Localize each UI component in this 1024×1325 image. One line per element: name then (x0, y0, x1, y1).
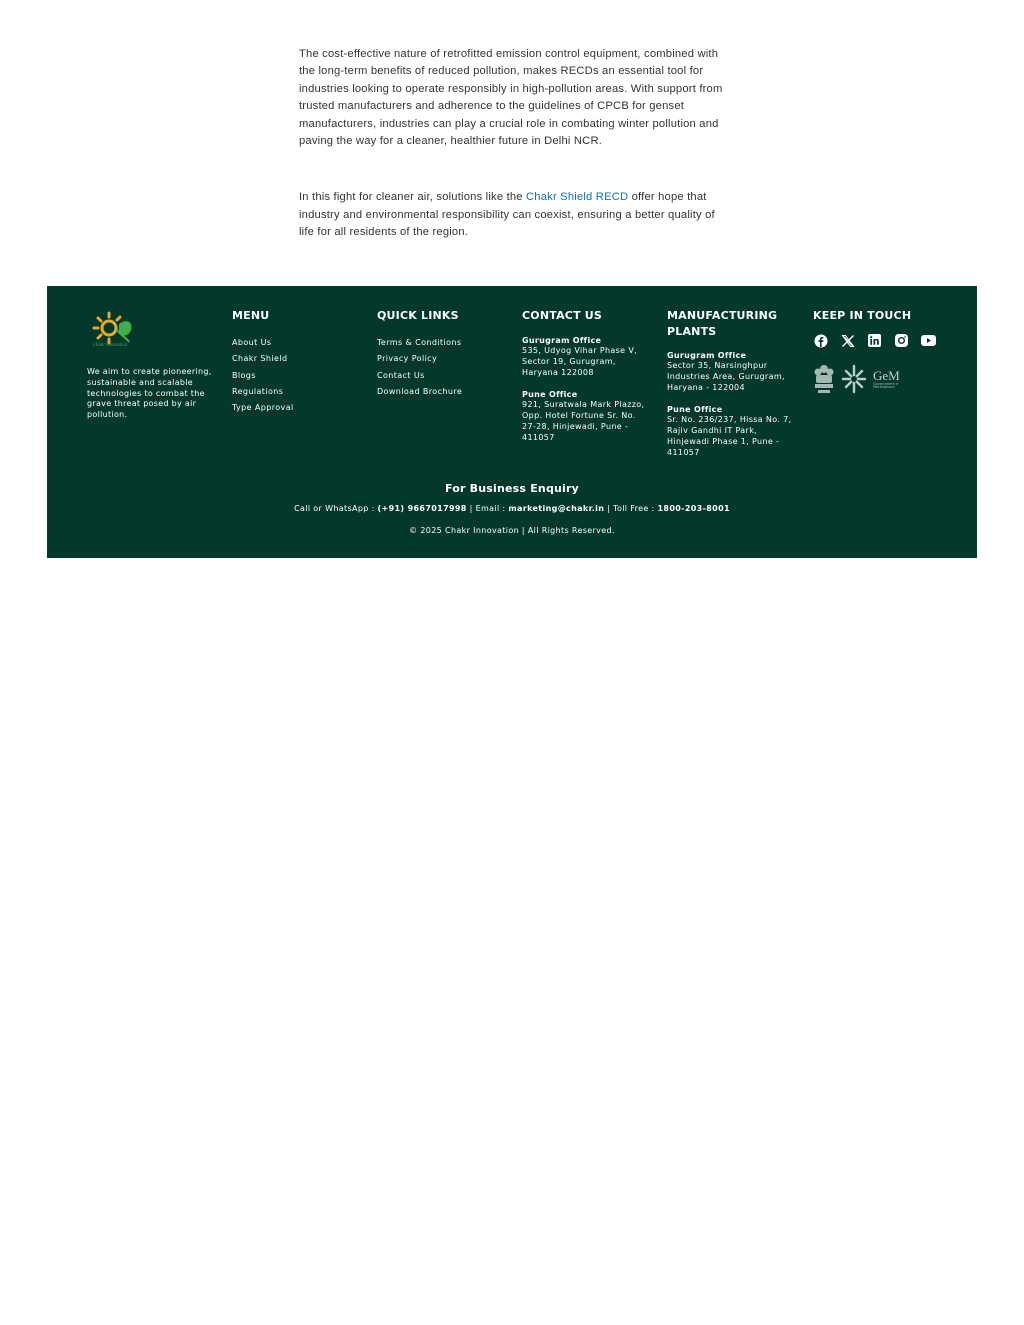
toll-free-label: | Toll Free : (604, 504, 658, 513)
paragraph-text: In this fight for cleaner air, solutions like the (299, 191, 527, 204)
business-enquiry-heading: For Business Enquiry (444, 482, 580, 495)
footer-tagline: We aim to create pioneering, sustainable and scalable technologies to combat the grave threat posed by air pollution. (87, 367, 212, 420)
gem-star-logo-icon (839, 362, 869, 396)
facebook-icon[interactable] (813, 333, 828, 348)
linkedin-icon[interactable] (867, 333, 882, 348)
quick-link-privacy[interactable]: Privacy Policy (377, 354, 438, 364)
youtube-icon[interactable] (921, 333, 936, 348)
plant-name: Pune Office (667, 405, 723, 415)
menu-link-blogs[interactable]: Blogs (232, 370, 256, 380)
call-label: Call or WhatsApp : (294, 504, 378, 513)
copyright-text: © 2025 Chakr Innovation | All Rights Reserved. (409, 526, 615, 535)
email-link[interactable]: marketing@chakr.in (508, 504, 605, 513)
footer-contact (522, 308, 652, 444)
email-label: | Email : (466, 504, 509, 513)
gem-badge (873, 369, 905, 390)
office-name: Gurugram Office (522, 336, 602, 345)
footer-brand (87, 308, 215, 421)
national-emblem-icon (813, 362, 835, 396)
gem-text: GeM (873, 367, 900, 383)
quick-link-brochure[interactable]: Download Brochure (377, 386, 463, 396)
instagram-icon[interactable] (894, 333, 909, 348)
office-name: Pune Office (522, 390, 578, 400)
business-contact-line (47, 504, 977, 513)
menu-link-type-approval[interactable]: Type Approval (232, 403, 294, 413)
menu-heading: MENU (232, 309, 270, 322)
quick-links-heading: QUICK LINKS (377, 309, 459, 322)
keep-in-touch-heading: KEEP IN TOUCH (813, 309, 912, 322)
plant-address: Sr. No. 236/237, Hissa No. 7, Rajiv Gandhi IT Park, Hinjewadi Phase 1, Pune - 411057 (667, 415, 792, 457)
site-footer (47, 286, 977, 558)
chakr-logo[interactable] (89, 308, 137, 352)
article-body (299, 46, 729, 242)
menu-link-regulations[interactable]: Regulations (232, 386, 284, 396)
footer-quick-links (377, 308, 462, 400)
social-icons (813, 333, 963, 348)
article-paragraph (299, 189, 729, 241)
office-address: 535, Udyog Vihar Phase V, Sector 19, Gurugram, Haryana 122008 (522, 346, 638, 377)
article-paragraph: The cost-effective nature of retrofitted emission control equipment, combined with the long-term benefits of reduced pollution, makes RECDs an essential tool for industries looking to operate responsibly in high-pollution areas. With support from trusted manufacturers and adherence to the guidelines of CPCB for genset manufacturers, industries can play a crucial role in combating winter pollution and paving the way for a cleaner, healthier future in Delhi NCR. (299, 48, 723, 148)
government-badges (813, 362, 963, 396)
plant-name: Gurugram Office (667, 351, 747, 360)
gem-subtext: Government e Marketplace (873, 381, 899, 389)
menu-link-chakr-shield[interactable]: Chakr Shield (232, 354, 288, 364)
quick-link-terms[interactable]: Terms & Conditions (377, 338, 462, 347)
chakr-shield-recd-link[interactable]: Chakr Shield RECD (526, 191, 629, 204)
plants-heading: MANUFACTURING PLANTS (667, 309, 778, 338)
paragraph-text: offer hope that industry and environmental responsibility can coexist, ensuring a better quality of life for all residents of the region. (299, 191, 715, 239)
office-address: 921, Suratwala Mark Plazzo, Opp. Hotel Fortune Sr. No. 27-28, Hinjewadi, Pune - 411057 (522, 400, 645, 442)
plant-address: Sector 35, Narsinghpur Industries Area, Gurugram, Haryana - 122004 (667, 361, 785, 392)
phone-number-link[interactable]: (+91) 9667017998 (377, 504, 467, 513)
contact-heading: CONTACT US (522, 309, 603, 322)
footer-plants (667, 308, 792, 459)
footer-menu (232, 308, 294, 416)
toll-free-number[interactable]: 1800-203-8001 (657, 504, 730, 513)
menu-link-about-us[interactable]: About Us (232, 338, 272, 347)
footer-keep-in-touch (813, 308, 963, 396)
x-twitter-icon[interactable] (840, 333, 855, 348)
quick-link-contact[interactable]: Contact Us (377, 370, 425, 380)
logo-text: Chakr Innovation (93, 342, 128, 347)
